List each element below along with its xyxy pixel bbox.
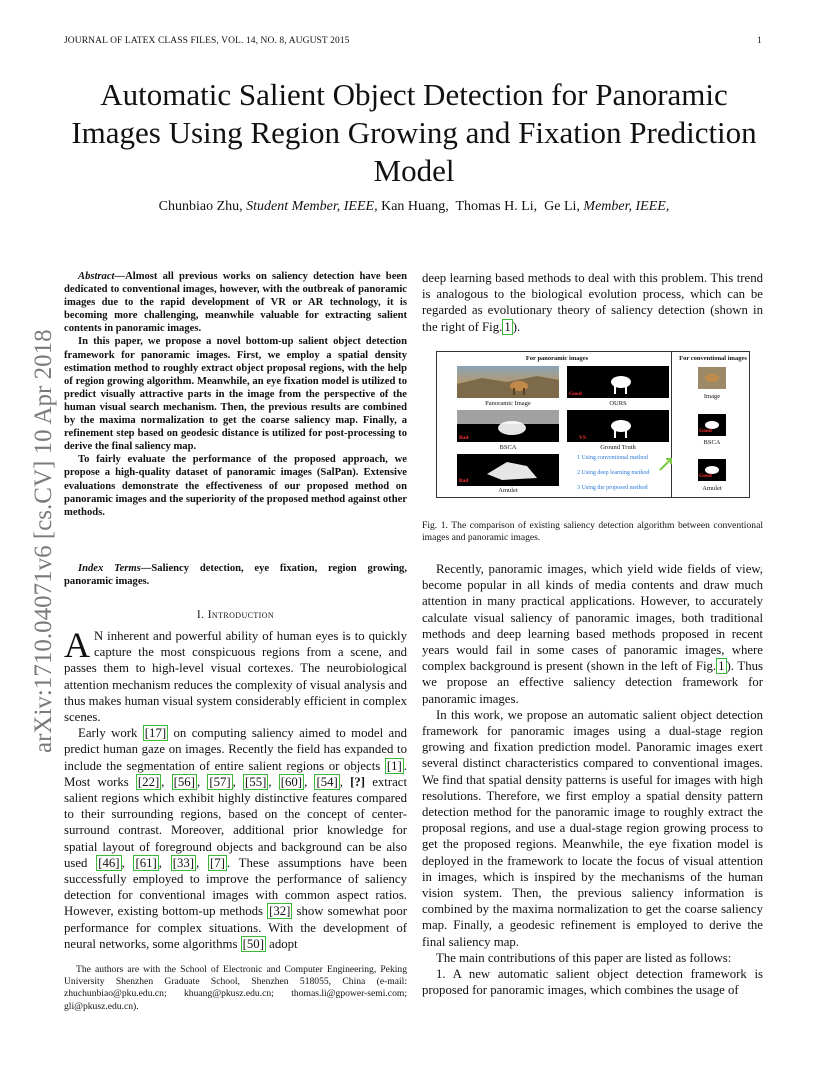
arxiv-stamp-text: arXiv:1710.04071v6 [cs.CV] 10 Apr 2018 [30, 329, 57, 753]
figure-divider [671, 352, 672, 497]
label-amulet: Amulet [498, 487, 518, 494]
intro-p1: N inherent and powerful ability of human eyes is to quickly capture the most conspicuous regions from a scene, and passes them to high-level visual cortexes. The neurobiological attention mechanism reduces the complexity of visual analysis and thus makes human visual system considerably efficient in complex scenes. [64, 629, 407, 725]
abstract-p3: To fairly evaluate the performance of the proposed approach, we propose a high-quality dataset of panoramic images (SalPan). Extensive evaluations demonstrate the effectiveness of our proposed method on panoramic images and the superiority of the proposed method against other methods. [64, 454, 407, 518]
index-terms [64, 562, 407, 588]
label-ground-truth: Ground Truth [600, 444, 636, 451]
citation-link[interactable]: [1] [386, 758, 402, 773]
legend-item [577, 485, 648, 491]
tag-good: Good [569, 391, 582, 397]
label-bsca-right: BSCA [703, 439, 721, 446]
figure-caption: Fig. 1. The comparison of existing saliency detection algorithm between conventional images and panoramic images. [422, 520, 763, 544]
page-number: 1 [757, 36, 762, 46]
legend-text: Using the proposed method [581, 485, 648, 491]
index-terms-text: —Saliency detection, eye fixation, region growing, panoramic images. [64, 563, 407, 588]
citation-link[interactable]: [61] [135, 855, 157, 870]
citation-link[interactable]: [55] [245, 774, 267, 789]
author-name: Kan Huang, [381, 199, 449, 214]
author-footnote: The authors are with the School of Electronic and Computer Engineering, Peking University Shenzhen Graduate School, Shenzhen 518055, China (e-mail: zhuchunbiao@pku.edu.cn; khuang@pkusz.edu.cn; thomas.li@gpower-semi.com; gli@pkusz.edu.cn). [64, 964, 407, 1012]
intro-right-column [422, 561, 763, 998]
author-line [60, 199, 768, 215]
tag-good: Good [699, 473, 712, 479]
citation-link[interactable]: [17] [144, 726, 167, 741]
figure-panoramic-heading: For panoramic images [525, 355, 589, 362]
author-name: Thomas H. Li, [455, 199, 538, 214]
conventional-image-thumb [698, 367, 726, 389]
legend-text: Using conventional method [581, 455, 648, 461]
intro-right-p3: The main contributions of this paper are listed as follows: [436, 950, 732, 965]
tag-bad: Bad [459, 435, 469, 441]
abstract-label: Abstract [78, 271, 115, 282]
citation-missing: [?] [350, 774, 366, 789]
figure-ref-link[interactable]: 1 [504, 319, 511, 334]
author-name: Ge Li, [544, 199, 580, 214]
panoramic-image-thumb [457, 366, 559, 398]
intro-right-p4: 1. A new automatic salient object detection framework is proposed for panoramic images, which combines the usage of [422, 967, 763, 998]
intro-left-column [64, 625, 408, 952]
label-image: Image [703, 393, 721, 400]
author-role: Member, IEEE, [583, 199, 670, 214]
section-name: Introduction [207, 609, 275, 621]
citation-link[interactable]: [50] [242, 936, 264, 951]
legend-number: 3 [577, 485, 580, 491]
drop-cap: A [64, 625, 90, 665]
citation-link[interactable]: [54] [316, 774, 338, 789]
citation-link[interactable]: [46] [98, 855, 120, 870]
section-number: I. [196, 609, 205, 621]
figure-conventional-heading: For conventional images [679, 355, 747, 362]
arxiv-stamp [10, 283, 57, 753]
intro-p2: Early work [17] on computing saliency aimed to model and predict human gaze on images. Recently the field has expanded to include the segmentation of entire salient regions or objects [1] . Most works [22] , [56] , [57] , [55] , [60] , [54] , [?] extract salient regions which exhibit highly distinctive features compared to their surrounding regions, based on the concept of center-surround contrast. Moreover, additional prior knowledge for spatial layout of foreground objects and background can be also used [46] , [61] , [33] , [7] . These assumptions have been successfully employed to improve the performance of saliency detection for conventional images with common aspect ratios. However, existing bottom-up methods [32] show somewhat poor performance for complex situations. With the development of neural networks, some algorithms [50] adopt [64, 726, 408, 951]
abstract [64, 270, 407, 519]
intro-right-p1: Recently, panoramic images, which yield wide fields of view, become popular in all kinds of media contents and draw much attention in many practical applications. However, to accurately calculate visual saliency of panoramic images, both traditional methods and deep learning based methods proposed in recent years would fail in some cases of panoramic images, where complex background is present (shown in the left of Fig. 1 ). Thus we propose an effective saliency detection framework for panoramic images. [422, 562, 763, 706]
index-terms-label: Index Terms [78, 563, 141, 574]
right-column-top: deep learning based methods to deal with this problem. This trend is analogous to the biological evolution process, which can be regarded as evolutionary theory of saliency detection (shown in the right of Fig. 1 ). [422, 271, 763, 334]
amulet-saliency-thumb [457, 454, 559, 486]
paper-title: Automatic Salient Object Detection for Panoramic Images Using Region Growing and Fixation Prediction Model [71, 77, 757, 188]
legend-item [577, 470, 649, 476]
label-amulet-right: Amulet [702, 485, 722, 492]
citation-link[interactable]: [22] [137, 774, 160, 789]
citation-link[interactable]: [32] [269, 904, 291, 919]
legend-item [577, 455, 648, 461]
label-ours: OURS [609, 400, 627, 407]
bsca-saliency-thumb [457, 410, 559, 442]
tag-bad: Bad [459, 478, 469, 484]
section-heading [64, 609, 407, 621]
citation-link[interactable]: [56] [173, 774, 195, 789]
legend-number: 2 [577, 470, 580, 476]
author-name: Chunbiao Zhu, [158, 199, 243, 214]
author-role: Student Member, IEEE, [246, 199, 378, 214]
legend-number: 1 [577, 455, 580, 461]
ours-saliency-thumb [567, 366, 669, 398]
tag-good: Good [699, 428, 712, 434]
citation-link[interactable]: [33] [172, 855, 195, 870]
figure-ref-link[interactable]: 1 [718, 659, 725, 674]
citation-link[interactable]: [7] [210, 855, 225, 870]
abstract-p2: In this paper, we propose a novel bottom-up salient object detection framework for panoramic images. First, we employ a spatial density estimation method to roughly extract object proposal regions, with the help of region growing algorithm. Meanwhile, an eye fixation model is utilized to predict visually attractive parts in the image from the perspective of the human visual search mechanism. Then, the previous results are combined by the maxima normalization to get the coarse saliency map. Finally, a refinement step based on geodesic distance is utilized for post-processing to derive the final saliency map. [64, 336, 407, 453]
intro-right-p2: In this work, we propose an automatic salient object detection framework for panoramic images using a dual-stage region growing and fixation prediction model. Panoramic images exert several distinct characteristics compared to conventional images. We find that spatial density patterns is useful for images with high resolutions. Therefore, we first employ a spatial density pattern detection method for the panoramic image to roughly extract the proposal regions, and use a dual-stage region growing process to get the proposed regions. Meanwhile, the eye fixation model is deployed in the framework to locate the focus of visual attention in images, which is inspired by the mechanisms of the human vision system. Then, the previous saliency information is combined by the maxima normalization to get the coarse saliency map. Finally, a geodesic refinement is employed to derive the final saliency map. [422, 707, 763, 949]
figure-1 [436, 351, 750, 498]
citation-link[interactable]: [57] [209, 774, 231, 789]
label-bsca: BSCA [499, 444, 517, 451]
label-panoramic-image: Panoramic Image [485, 400, 531, 407]
abstract-p1: —Almost all previous works on saliency detection have been dedicated to conventional images, however, with the outbreak of panoramic images due to the rapid development of VR or AR technology, it is becoming more challenging, meanwhile valuable for extracting salient contents in panoramic images. [64, 271, 407, 335]
tag-vs: VS [579, 435, 587, 441]
green-arrow-icon [659, 456, 673, 472]
legend-text: Using deep learning method [581, 470, 650, 476]
running-header: JOURNAL OF LATEX CLASS FILES, VOL. 14, NO. 8, AUGUST 2015 [64, 36, 350, 46]
citation-link[interactable]: [60] [280, 774, 303, 789]
